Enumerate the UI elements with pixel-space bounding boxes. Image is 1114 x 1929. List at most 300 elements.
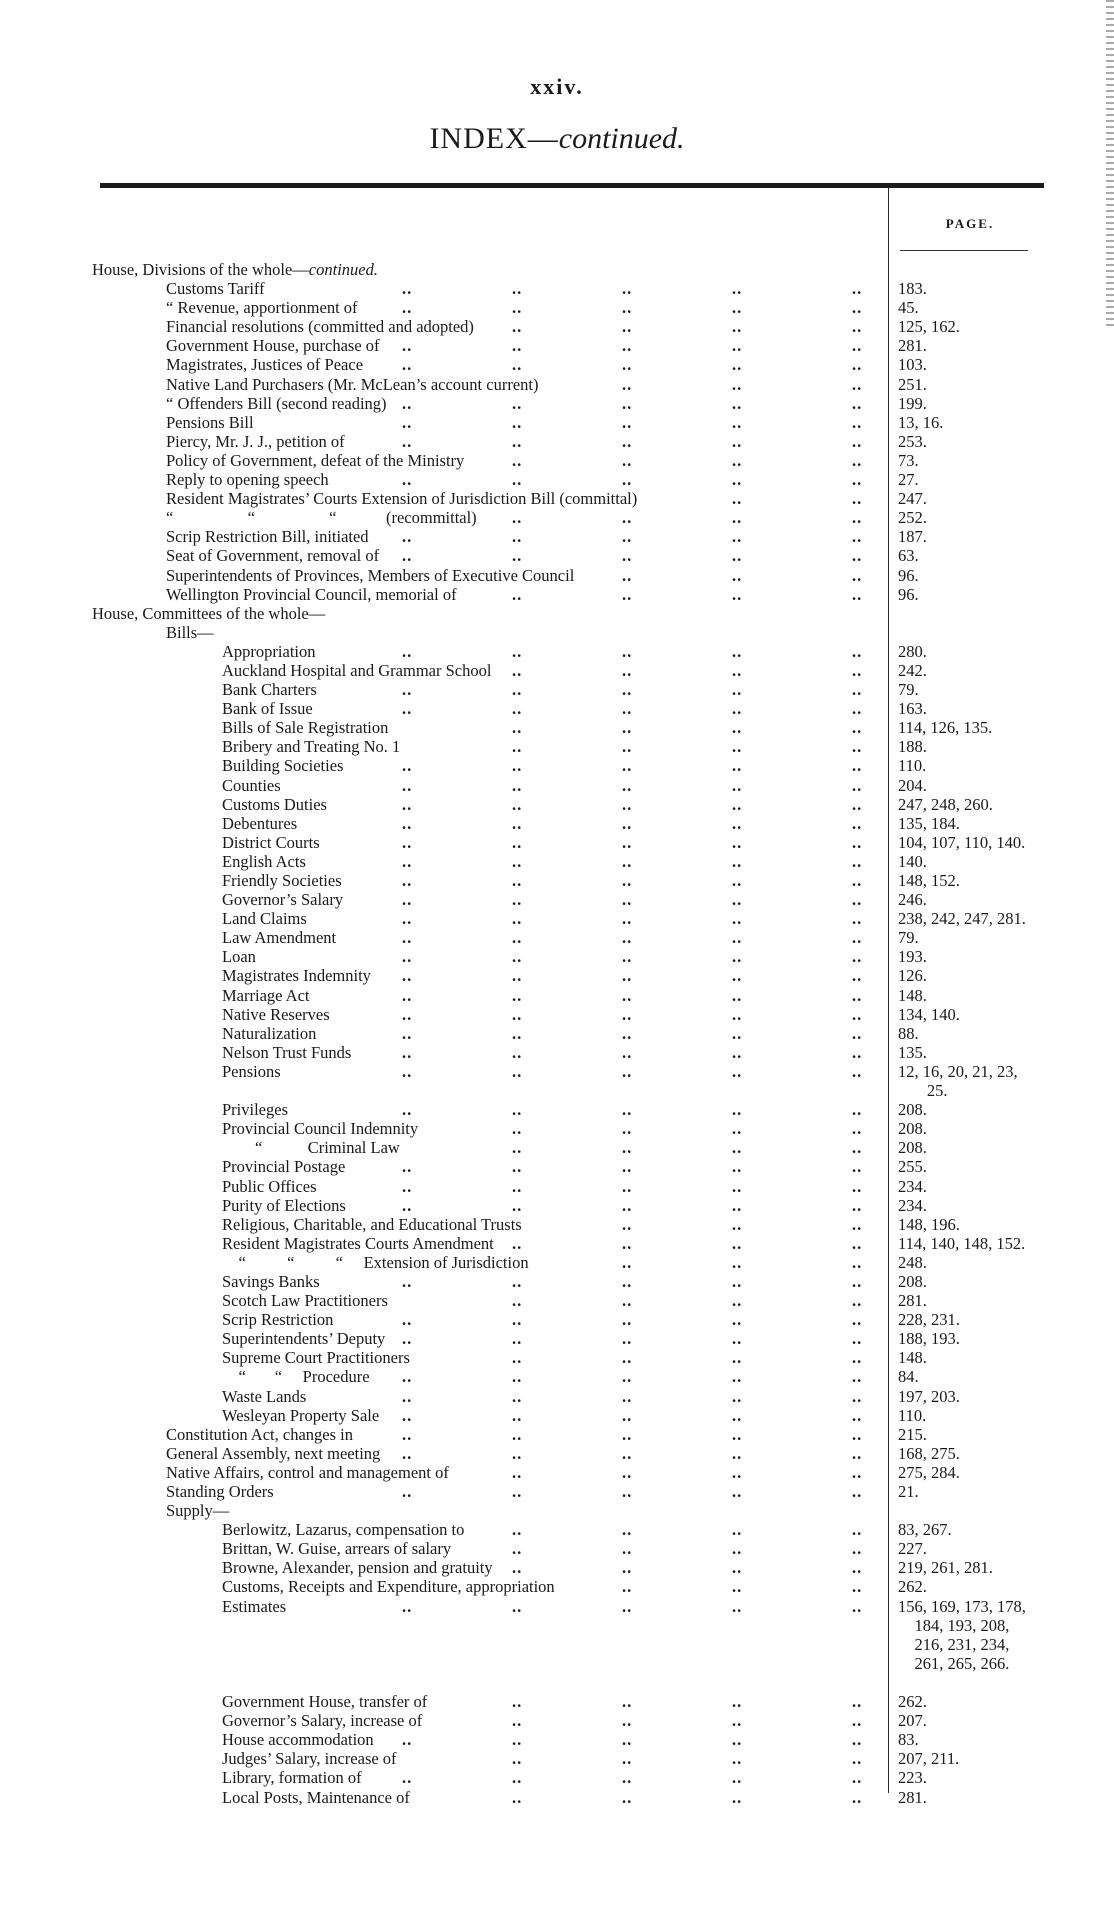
- entry-page: 12, 16, 20, 21, 23,: [898, 1061, 1018, 1081]
- leader-dot: ..: [852, 1100, 863, 1120]
- entry-label: Estimates: [222, 1596, 287, 1616]
- leader-dot: ..: [852, 947, 863, 967]
- leader-dot: ..: [402, 1061, 413, 1081]
- leader-dot: ..: [622, 832, 633, 852]
- leader-dot: ..: [512, 1730, 523, 1750]
- index-entry: [0, 986, 1114, 1005]
- index-entry: [0, 1329, 1114, 1348]
- entry-label: Privileges: [222, 1100, 288, 1120]
- leader-dot: ..: [622, 871, 633, 890]
- entry-page: 96.: [898, 584, 919, 604]
- leader-dot: ..: [732, 660, 743, 680]
- entry-label: “ “ “ (recommittal): [166, 508, 477, 528]
- leader-dot: ..: [512, 1271, 523, 1291]
- entry-page: 79.: [898, 928, 919, 948]
- leader-dot: ..: [512, 1195, 523, 1215]
- leader-dot: ..: [732, 1310, 743, 1330]
- index-entry: [0, 1272, 1114, 1291]
- entry-page: 193.: [898, 947, 927, 967]
- index-entry: [0, 718, 1114, 737]
- leader-dot: ..: [622, 680, 633, 700]
- index-entry: [0, 928, 1114, 947]
- entry-label: “ Revenue, apportionment of: [166, 298, 358, 318]
- leader-dot: ..: [852, 1730, 863, 1750]
- leader-dot: ..: [852, 279, 863, 299]
- leader-dot: ..: [622, 1596, 633, 1616]
- entry-page: 188.: [898, 737, 927, 757]
- leader-dot: ..: [622, 1577, 633, 1597]
- index-entry: [0, 1291, 1114, 1310]
- leader-dot: ..: [512, 1023, 523, 1043]
- index-entry: [0, 795, 1114, 814]
- leader-dot: ..: [622, 775, 633, 795]
- leader-dot: ..: [402, 832, 413, 852]
- leader-dot: ..: [402, 1367, 413, 1387]
- entry-page: 148.: [898, 1348, 927, 1368]
- leader-dot: ..: [512, 660, 523, 680]
- leader-dot: ..: [732, 909, 743, 929]
- leader-dot: ..: [512, 680, 523, 700]
- entry-label: Seat of Government, removal of: [166, 546, 380, 566]
- index-entry: [0, 1654, 1114, 1673]
- leader-dot: ..: [512, 909, 523, 929]
- index-entry: [0, 909, 1114, 928]
- entry-page: 199.: [898, 393, 927, 413]
- entry-label: Scotch Law Practitioners: [222, 1291, 388, 1311]
- leader-dot: ..: [732, 1214, 743, 1234]
- leader-dot: ..: [622, 1692, 633, 1712]
- entry-page: 280.: [898, 641, 927, 661]
- leader-dot: ..: [622, 1042, 633, 1062]
- index-entry: [0, 1444, 1114, 1463]
- leader-dot: ..: [622, 374, 633, 394]
- leader-dot: ..: [622, 336, 633, 356]
- leader-dot: ..: [732, 1061, 743, 1081]
- leader-dot: ..: [512, 1042, 523, 1062]
- entry-label: Standing Orders: [166, 1482, 274, 1501]
- index-entry: [0, 279, 1114, 298]
- index-entry: [0, 852, 1114, 871]
- leader-dot: ..: [402, 1424, 413, 1444]
- leader-dot: ..: [852, 1424, 863, 1444]
- leader-dot: ..: [622, 1061, 633, 1081]
- leader-dot: ..: [622, 966, 633, 986]
- leader-dot: ..: [512, 1386, 523, 1406]
- leader-dot: ..: [622, 1520, 633, 1540]
- index-entry: [0, 260, 1114, 279]
- entry-label: General Assembly, next meeting: [166, 1443, 381, 1463]
- entry-page: 208.: [898, 1271, 927, 1291]
- leader-dot: ..: [402, 1004, 413, 1024]
- index-entry: [0, 890, 1114, 909]
- index-entry: [0, 1692, 1114, 1711]
- leader-dot: ..: [852, 1596, 863, 1616]
- page-title: [0, 122, 1114, 156]
- leader-dot: ..: [732, 1520, 743, 1540]
- leader-dot: ..: [732, 1558, 743, 1578]
- leader-dot: ..: [852, 699, 863, 719]
- leader-dot: ..: [402, 699, 413, 719]
- entry-page: 13, 16.: [898, 412, 944, 432]
- leader-dot: ..: [512, 1138, 523, 1158]
- leader-dot: ..: [732, 947, 743, 967]
- leader-dot: ..: [732, 1023, 743, 1043]
- leader-dot: ..: [622, 813, 633, 833]
- leader-dot: ..: [402, 794, 413, 814]
- leader-dot: ..: [732, 1730, 743, 1750]
- leader-dot: ..: [402, 1195, 413, 1215]
- leader-dot: ..: [732, 546, 743, 566]
- index-entry: [0, 1196, 1114, 1215]
- leader-dot: ..: [402, 756, 413, 776]
- leader-dot: ..: [622, 1749, 633, 1769]
- leader-dot: ..: [512, 947, 523, 967]
- leader-dot: ..: [852, 928, 863, 948]
- leader-dot: ..: [622, 1004, 633, 1024]
- leader-dot: ..: [852, 966, 863, 986]
- leader-dot: ..: [622, 1252, 633, 1272]
- leader-dot: ..: [732, 832, 743, 852]
- leader-dot: ..: [402, 1176, 413, 1196]
- entry-label: Appropriation: [222, 641, 316, 661]
- leader-dot: ..: [402, 1100, 413, 1120]
- leader-dot: ..: [852, 1061, 863, 1081]
- leader-dot: ..: [732, 890, 743, 910]
- leader-dot: ..: [732, 1233, 743, 1253]
- leader-dot: ..: [512, 1596, 523, 1616]
- leader-dot: ..: [732, 1443, 743, 1463]
- entry-label: Naturalization: [222, 1023, 317, 1043]
- leader-dot: ..: [852, 336, 863, 356]
- leader-dot: ..: [402, 298, 413, 318]
- leader-dot: ..: [512, 718, 523, 738]
- leader-dot: ..: [622, 794, 633, 814]
- entry-label: Superintendents of Provinces, Members of Executive Council: [166, 565, 575, 585]
- entry-page: 187.: [898, 527, 927, 547]
- index-entry: [0, 1043, 1114, 1062]
- leader-dot: ..: [852, 298, 863, 318]
- leader-dot: ..: [732, 1348, 743, 1368]
- leader-dot: ..: [512, 1348, 523, 1368]
- entry-page: 21.: [898, 1482, 919, 1501]
- index-entry: [0, 1501, 1114, 1520]
- leader-dot: ..: [622, 393, 633, 413]
- leader-dot: ..: [732, 1482, 743, 1501]
- leader-dot: ..: [852, 775, 863, 795]
- entry-continued: continued.: [308, 260, 378, 279]
- entry-page: 208.: [898, 1138, 927, 1158]
- leader-dot: ..: [732, 336, 743, 356]
- entry-page: 110.: [898, 756, 927, 776]
- entry-page: 247.: [898, 489, 927, 509]
- entry-label: Native Land Purchasers (Mr. McLean’s account current): [166, 374, 539, 394]
- entry-label: Customs Tariff: [166, 279, 265, 299]
- title-main: INDEX—: [429, 122, 559, 155]
- leader-dot: ..: [732, 584, 743, 604]
- index-entry: [0, 1253, 1114, 1272]
- entry-label: Scrip Restriction Bill, initiated: [166, 527, 369, 547]
- entry-page: 261, 265, 266.: [898, 1653, 1010, 1673]
- entry-page: 251.: [898, 374, 927, 394]
- index-entry: [0, 1081, 1114, 1100]
- entry-label: “ “ “ Extension of Jurisdiction: [222, 1252, 529, 1272]
- entry-label: Auckland Hospital and Grammar School: [222, 660, 492, 680]
- leader-dot: ..: [512, 355, 523, 375]
- leader-dot: ..: [852, 1768, 863, 1788]
- leader-dot: ..: [512, 546, 523, 566]
- leader-dot: ..: [732, 1768, 743, 1788]
- entry-page: 126.: [898, 966, 927, 986]
- leader-dot: ..: [852, 489, 863, 509]
- entry-page: 253.: [898, 431, 927, 451]
- leader-dot: ..: [622, 1233, 633, 1253]
- leader-dot: ..: [732, 871, 743, 890]
- index-entry: [0, 1597, 1114, 1616]
- entry-page: 73.: [898, 450, 919, 470]
- leader-dot: ..: [622, 1482, 633, 1501]
- leader-dot: ..: [622, 1424, 633, 1444]
- leader-dot: ..: [402, 1768, 413, 1788]
- leader-dot: ..: [622, 1558, 633, 1578]
- index-entry: [0, 546, 1114, 565]
- leader-dot: ..: [512, 1787, 523, 1807]
- leader-dot: ..: [732, 1119, 743, 1139]
- index-entry: [0, 737, 1114, 756]
- leader-dot: ..: [852, 1271, 863, 1291]
- entry-page: 148, 152.: [898, 871, 960, 890]
- index-entries: [0, 260, 1114, 1807]
- entry-label: House, Divisions of the whole—continued.: [92, 260, 378, 279]
- entry-page: 110.: [898, 1405, 927, 1425]
- leader-dot: ..: [852, 813, 863, 833]
- entry-label: Policy of Government, defeat of the Ministry: [166, 450, 465, 470]
- leader-dot: ..: [402, 966, 413, 986]
- entry-page: 262.: [898, 1692, 927, 1712]
- entry-label: Wesleyan Property Sale: [222, 1405, 380, 1425]
- leader-dot: ..: [732, 1692, 743, 1712]
- leader-dot: ..: [852, 393, 863, 413]
- entry-page: 79.: [898, 680, 919, 700]
- leader-dot: ..: [622, 1157, 633, 1177]
- leader-dot: ..: [622, 355, 633, 375]
- leader-dot: ..: [732, 1252, 743, 1272]
- entry-page: 281.: [898, 1787, 927, 1807]
- entry-page: 246.: [898, 890, 927, 910]
- leader-dot: ..: [402, 813, 413, 833]
- entry-label: English Acts: [222, 851, 306, 871]
- index-entry: [0, 1768, 1114, 1787]
- leader-dot: ..: [732, 317, 743, 337]
- leader-dot: ..: [852, 794, 863, 814]
- leader-dot: ..: [622, 412, 633, 432]
- leader-dot: ..: [622, 928, 633, 948]
- leader-dot: ..: [512, 813, 523, 833]
- index-entry: [0, 680, 1114, 699]
- leader-dot: ..: [622, 1100, 633, 1120]
- entry-label: Customs, Receipts and Expenditure, appropriation: [222, 1577, 555, 1597]
- entry-page: 227.: [898, 1539, 927, 1559]
- leader-dot: ..: [852, 1329, 863, 1349]
- entry-label: Scrip Restriction: [222, 1310, 334, 1330]
- leader-dot: ..: [512, 508, 523, 528]
- entry-label: Resident Magistrates’ Courts Extension of Jurisdiction Bill (committal): [166, 489, 638, 509]
- leader-dot: ..: [402, 871, 413, 890]
- leader-dot: ..: [852, 909, 863, 929]
- entry-page: 234.: [898, 1195, 927, 1215]
- entry-label: Bribery and Treating No. 1: [222, 737, 401, 757]
- leader-dot: ..: [402, 1329, 413, 1349]
- entry-page: 84.: [898, 1367, 919, 1387]
- leader-dot: ..: [732, 1386, 743, 1406]
- leader-dot: ..: [622, 1768, 633, 1788]
- index-entry: [0, 1234, 1114, 1253]
- entry-label: Waste Lands: [222, 1386, 307, 1406]
- leader-dot: ..: [852, 1520, 863, 1540]
- entry-label: Pensions Bill: [166, 412, 254, 432]
- leader-dot: ..: [732, 794, 743, 814]
- entry-label: Customs Duties: [222, 794, 327, 814]
- index-entry: [0, 833, 1114, 852]
- leader-dot: ..: [512, 1367, 523, 1387]
- leader-dot: ..: [732, 641, 743, 661]
- leader-dot: ..: [622, 450, 633, 470]
- entry-page: 114, 126, 135.: [898, 718, 993, 738]
- leader-dot: ..: [512, 699, 523, 719]
- leader-dot: ..: [732, 431, 743, 451]
- leader-dot: ..: [512, 756, 523, 776]
- leader-dot: ..: [852, 1214, 863, 1234]
- entry-page: 148.: [898, 985, 927, 1005]
- leader-dot: ..: [852, 470, 863, 490]
- entry-page: 156, 169, 173, 178,: [898, 1596, 1026, 1616]
- entry-page: 27.: [898, 470, 919, 490]
- index-entry: [0, 1482, 1114, 1501]
- entry-label: Supreme Court Practitioners: [222, 1348, 410, 1368]
- leader-dot: ..: [512, 431, 523, 451]
- leader-dot: ..: [852, 890, 863, 910]
- leader-dot: ..: [512, 1558, 523, 1578]
- index-entry: [0, 413, 1114, 432]
- entry-label: Governor’s Salary, increase of: [222, 1711, 423, 1731]
- leader-dot: ..: [732, 966, 743, 986]
- leader-dot: ..: [732, 851, 743, 871]
- leader-dot: ..: [512, 1520, 523, 1540]
- leader-dot: ..: [622, 1348, 633, 1368]
- index-entry: [0, 527, 1114, 546]
- leader-dot: ..: [402, 1405, 413, 1425]
- entry-label: Building Societies: [222, 756, 344, 776]
- leader-dot: ..: [622, 890, 633, 910]
- leader-dot: ..: [402, 336, 413, 356]
- leader-dot: ..: [732, 279, 743, 299]
- index-entry: [0, 585, 1114, 604]
- entry-label: “ “ Procedure: [222, 1367, 370, 1387]
- leader-dot: ..: [732, 1577, 743, 1597]
- index-entry: [0, 1157, 1114, 1176]
- leader-dot: ..: [732, 393, 743, 413]
- leader-dot: ..: [732, 508, 743, 528]
- leader-dot: ..: [402, 470, 413, 490]
- index-entry: [0, 1119, 1114, 1138]
- leader-dot: ..: [512, 1539, 523, 1559]
- leader-dot: ..: [732, 756, 743, 776]
- leader-dot: ..: [732, 412, 743, 432]
- leader-dot: ..: [732, 813, 743, 833]
- leader-dot: ..: [622, 1462, 633, 1482]
- entry-label: “ Criminal Law: [222, 1138, 400, 1158]
- leader-dot: ..: [622, 584, 633, 604]
- leader-dot: ..: [852, 1119, 863, 1139]
- leader-dot: ..: [622, 985, 633, 1005]
- leader-dot: ..: [852, 1138, 863, 1158]
- index-entry: [0, 1005, 1114, 1024]
- entry-page: 114, 140, 148, 152.: [898, 1233, 1026, 1253]
- leader-dot: ..: [622, 718, 633, 738]
- leader-dot: ..: [852, 1405, 863, 1425]
- entry-label: Superintendents’ Deputy: [222, 1329, 386, 1349]
- leader-dot: ..: [512, 928, 523, 948]
- leader-dot: ..: [512, 832, 523, 852]
- leader-dot: ..: [512, 1482, 523, 1501]
- entry-label: House accommodation: [222, 1730, 374, 1750]
- leader-dot: ..: [852, 584, 863, 604]
- leader-dot: ..: [402, 527, 413, 547]
- leader-dot: ..: [512, 1004, 523, 1024]
- leader-dot: ..: [852, 641, 863, 661]
- leader-dot: ..: [622, 279, 633, 299]
- leader-dot: ..: [732, 718, 743, 738]
- leader-dot: ..: [622, 431, 633, 451]
- leader-dot: ..: [732, 1367, 743, 1387]
- leader-dot: ..: [622, 660, 633, 680]
- leader-dot: ..: [402, 1157, 413, 1177]
- leader-dot: ..: [732, 1405, 743, 1425]
- index-entry: [0, 470, 1114, 489]
- leader-dot: ..: [852, 374, 863, 394]
- leader-dot: ..: [512, 1061, 523, 1081]
- leader-dot: ..: [622, 508, 633, 528]
- index-entry: [0, 1062, 1114, 1081]
- leader-dot: ..: [852, 1749, 863, 1769]
- leader-dot: ..: [622, 1138, 633, 1158]
- leader-dot: ..: [402, 1042, 413, 1062]
- leader-dot: ..: [622, 756, 633, 776]
- index-entry: [0, 1673, 1114, 1692]
- index-entry: [0, 336, 1114, 355]
- leader-dot: ..: [732, 699, 743, 719]
- entry-label: Governor’s Salary: [222, 890, 344, 910]
- entry-page: 104, 107, 110, 140.: [898, 832, 1026, 852]
- entry-page: 252.: [898, 508, 927, 528]
- leader-dot: ..: [622, 1787, 633, 1807]
- leader-dot: ..: [852, 1462, 863, 1482]
- index-entry: [0, 1425, 1114, 1444]
- leader-dot: ..: [852, 985, 863, 1005]
- leader-dot: ..: [512, 1157, 523, 1177]
- leader-dot: ..: [852, 871, 863, 890]
- entry-page: 223.: [898, 1768, 927, 1788]
- index-entry: [0, 1100, 1114, 1119]
- entry-label: Bills of Sale Registration: [222, 718, 389, 738]
- entry-label: Marriage Act: [222, 985, 310, 1005]
- entry-page: 134, 140.: [898, 1004, 960, 1024]
- leader-dot: ..: [512, 966, 523, 986]
- index-entry: [0, 1635, 1114, 1654]
- index-entry: [0, 1788, 1114, 1807]
- leader-dot: ..: [512, 1692, 523, 1712]
- entry-label: Native Affairs, control and management of: [166, 1462, 449, 1482]
- index-entry: [0, 1520, 1114, 1539]
